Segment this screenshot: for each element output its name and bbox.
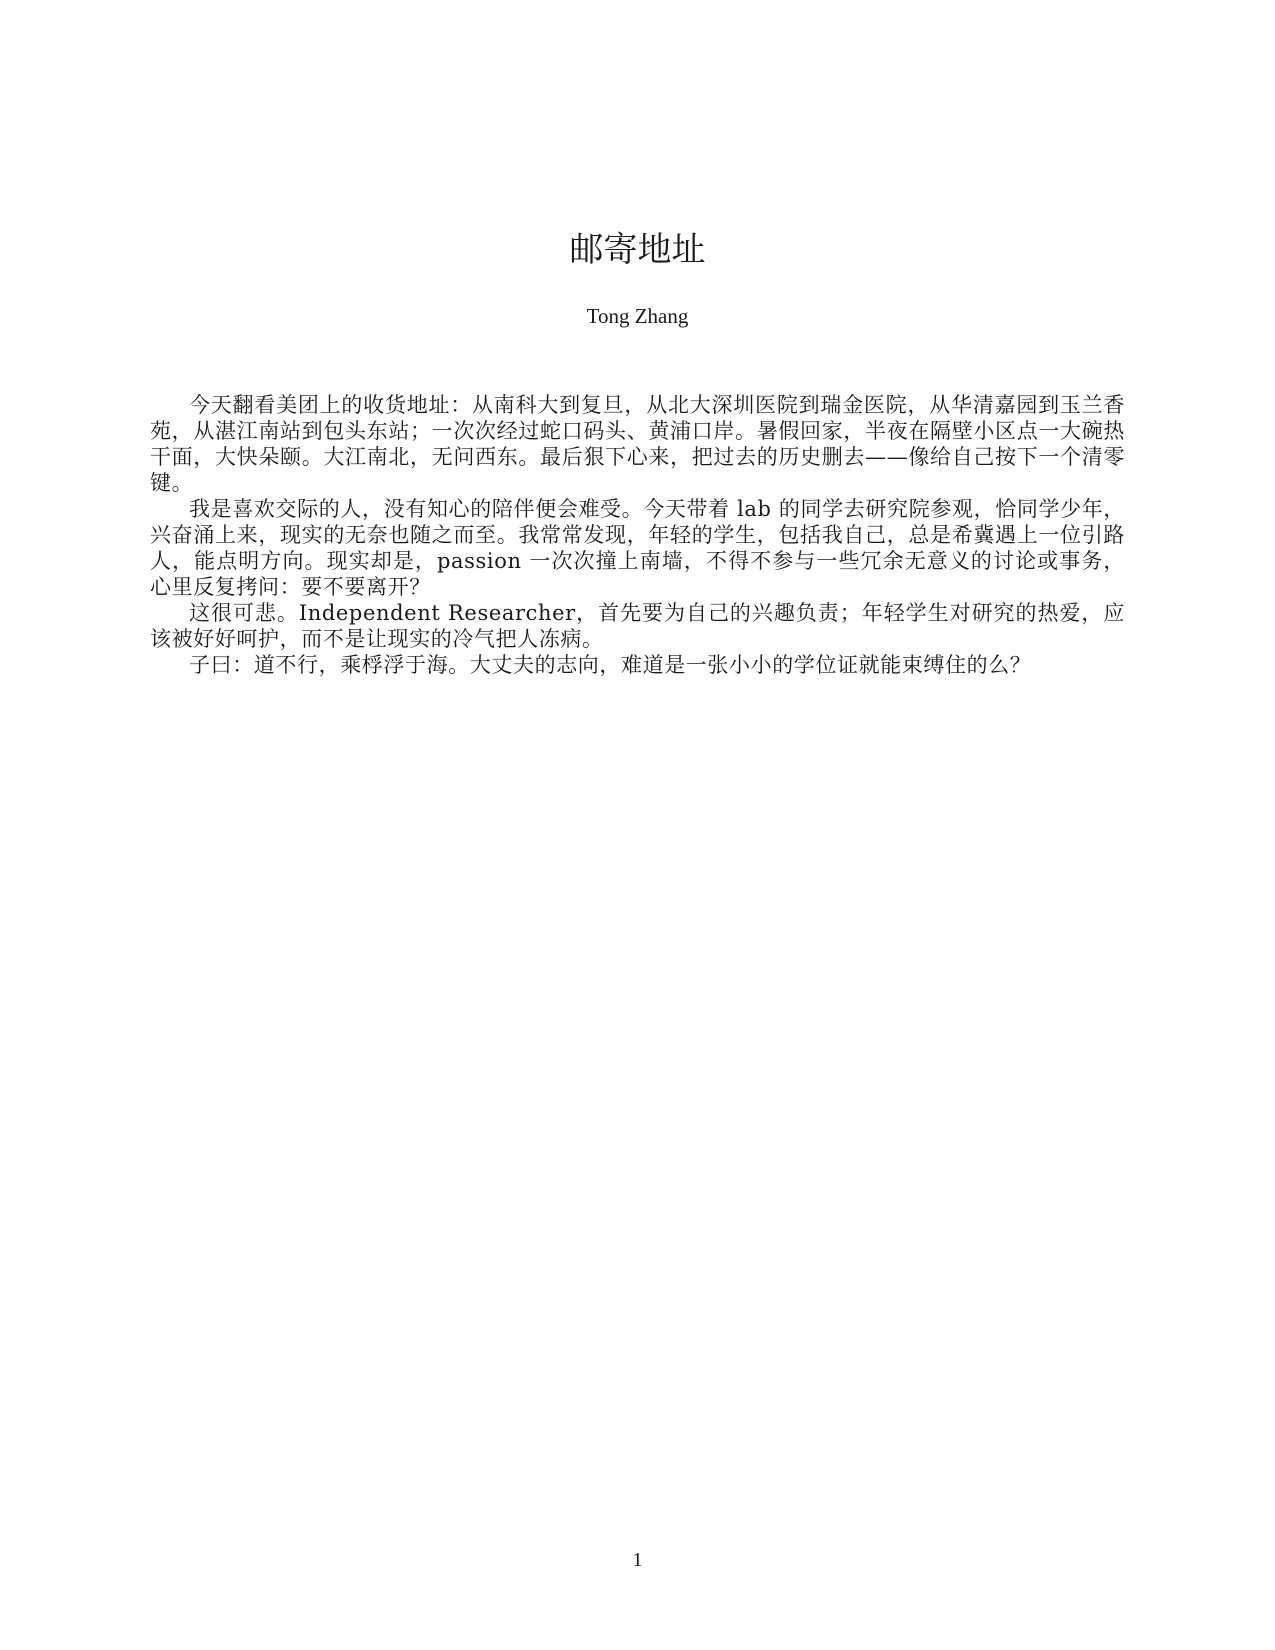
document-body xyxy=(150,392,1125,678)
paragraph: 我是喜欢交际的人，没有知心的陪伴便会难受。今天带着 lab 的同学去研究院参观，恰同学少年，兴奋涌上来，现实的无奈也随之而至。我常常发现，年轻的学生，包括我自己，总是希冀遇上一位引路人，能点明方向。现实却是，passion 一次次撞上南墙，不得不参与一些冗余无意义的讨论或事务，心里反复拷问：要不要离开？ xyxy=(150,497,1125,599)
paragraph: 这很可悲。Independent Researcher，首先要为自己的兴趣负责；年轻学生对研究的热爱，应该被好好呵护，而不是让现实的冷气把人冻病。 xyxy=(150,601,1125,651)
paragraph: 今天翻看美团上的收货地址：从南科大到复旦，从北大深圳医院到瑞金医院，从华清嘉园到玉兰香苑，从湛江南站到包头东站；一次次经过蛇口码头、黄浦口岸。暑假回家，半夜在隔壁小区点一大碗热干面，大快朵颐。大江南北，无问西东。最后狠下心来，把过去的历史删去——像给自己按下一个清零键。 xyxy=(150,393,1125,495)
document-title: 邮寄地址 xyxy=(569,230,706,270)
paragraph: 子曰：道不行，乘桴浮于海。大丈夫的志向，难道是一张小小的学位证就能束缚住的么？ xyxy=(189,653,1032,677)
page-number: 1 xyxy=(632,1549,643,1571)
author-name: Tong Zhang xyxy=(586,304,689,328)
